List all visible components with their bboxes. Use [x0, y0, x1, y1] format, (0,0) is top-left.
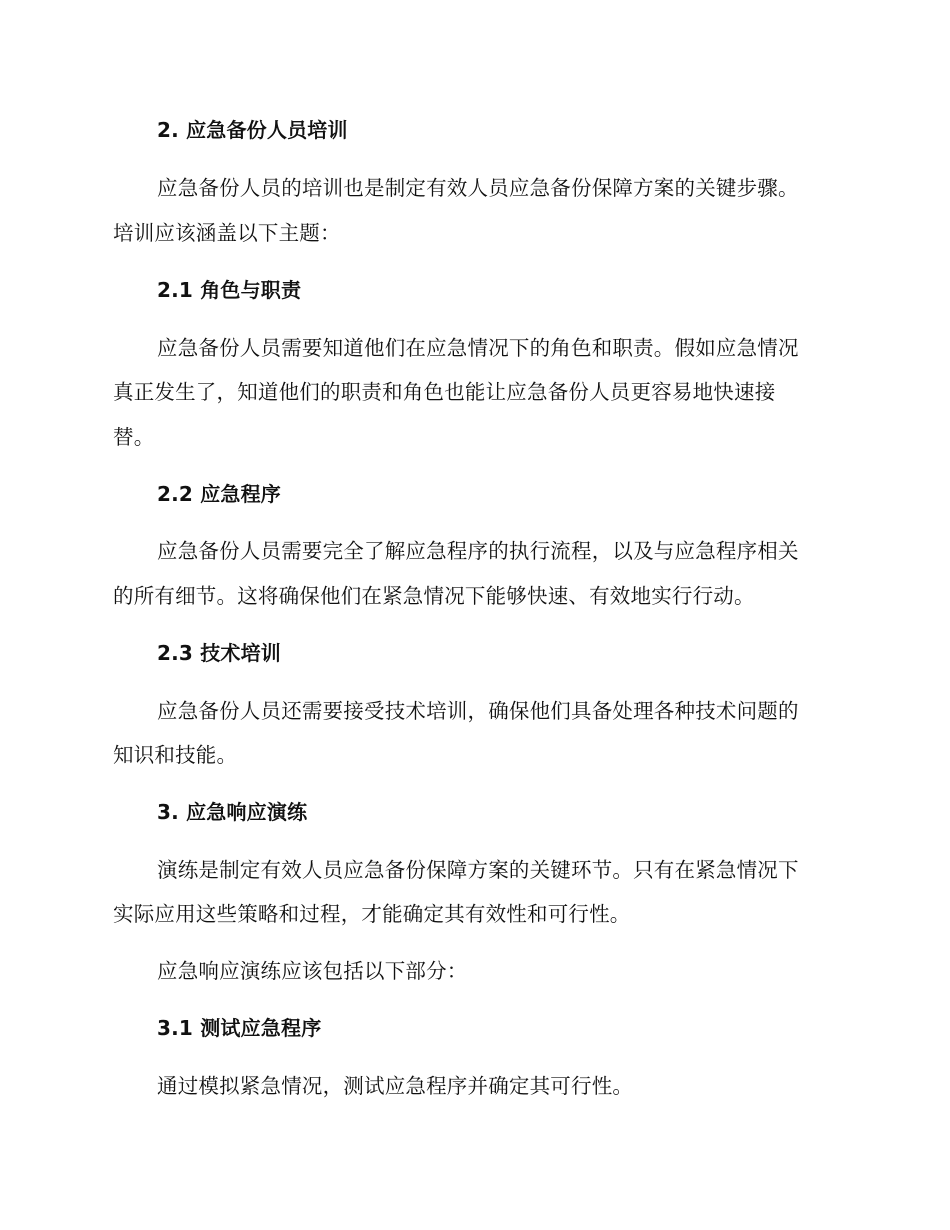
- paragraph-line: 应急备份人员需要完全了解应急程序的执行流程，以及与应急程序相关: [157, 539, 799, 563]
- paragraph-line: 知识和技能。: [113, 743, 238, 767]
- section-heading-2-1: 2.1 角色与职责: [157, 278, 302, 302]
- paragraph-line: 应急备份人员还需要接受技术培训，确保他们具备处理各种技术问题的: [157, 699, 799, 723]
- paragraph-line: 实际应用这些策略和过程，才能确定其有效性和可行性。: [113, 902, 631, 926]
- section-heading-3-1: 3.1 测试应急程序: [157, 1016, 322, 1040]
- paragraph-line: 真正发生了，知道他们的职责和角色也能让应急备份人员更容易地快速接: [113, 380, 776, 404]
- paragraph-line: 通过模拟紧急情况，测试应急程序并确定其可行性。: [157, 1074, 634, 1098]
- section-heading-2: 2. 应急备份人员培训: [157, 118, 348, 142]
- paragraph-line: 应急响应演练应该包括以下部分：: [157, 959, 468, 983]
- paragraph-line: 替。: [113, 425, 155, 449]
- paragraph-line: 应急备份人员需要知道他们在应急情况下的角色和职责。假如应急情况: [157, 336, 799, 360]
- paragraph-line: 演练是制定有效人员应急备份保障方案的关键环节。只有在紧急情况下: [157, 858, 799, 882]
- section-heading-2-3: 2.3 技术培训: [157, 641, 281, 665]
- section-heading-2-2: 2.2 应急程序: [157, 482, 281, 506]
- paragraph-line: 培训应该涵盖以下主题：: [113, 221, 341, 245]
- paragraph-line: 的所有细节。这将确保他们在紧急情况下能够快速、有效地实行行动。: [113, 584, 755, 608]
- paragraph-line: 应急备份人员的培训也是制定有效人员应急备份保障方案的关键步骤。: [157, 176, 799, 200]
- section-heading-3: 3. 应急响应演练: [157, 800, 308, 824]
